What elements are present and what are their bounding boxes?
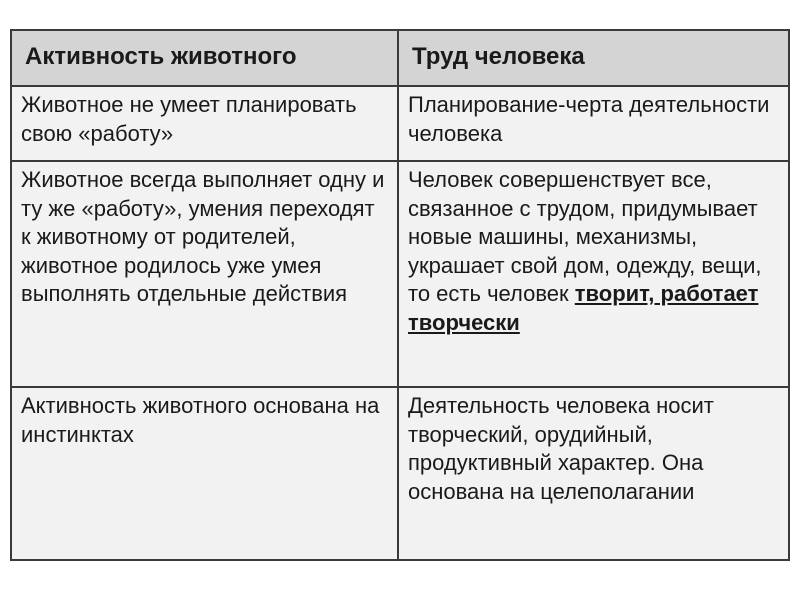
table-row (11, 86, 789, 161)
table-row (11, 387, 789, 560)
cell-animal-planning: Животное не умеет планировать свою «работу» (11, 86, 398, 161)
cell-human-planning: Планирование-черта деятельности человека (398, 86, 789, 161)
cell-human-creativity-text: Человек совершенствует все, связанное с трудом, придумывает новые машины, механизмы, украшает свой дом, одежду, вещи, то есть человек (408, 167, 762, 306)
cell-animal-repetition: Животное всегда выполняет одну и ту же «работу», умения переходят к животному от родителей, животное родилось уже умея выполнять отдельные действия (11, 161, 398, 387)
cell-animal-instinct: Активность животного основана на инстинктах (11, 387, 398, 560)
header-animal-activity: Активность животного (11, 30, 398, 86)
cell-human-goal-setting: Деятельность человека носит творческий, орудийный, продуктивный характер. Она основана на целеполагании (398, 387, 789, 560)
comparison-table (10, 29, 790, 561)
cell-human-creativity (398, 161, 789, 387)
table-row (11, 161, 789, 387)
header-row (11, 30, 789, 86)
header-human-labor: Труд человека (398, 30, 789, 86)
emphasis-creative-work: творит, работает творчески (408, 281, 759, 335)
